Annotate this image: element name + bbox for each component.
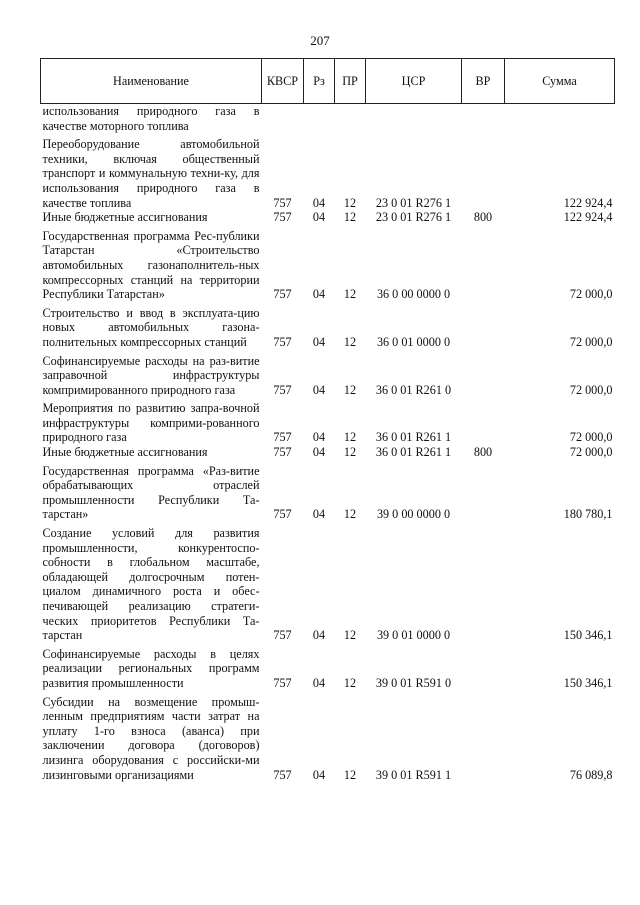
row-name: Государственная программа Рес-публики Татарстан «Строительство автомобильных газонаполнитель-ных компрессорных станций на территории Республики Татарстан» — [42, 228, 260, 302]
row-rz: 04 — [312, 675, 326, 690]
row-name: Софинансируемые расходы на раз-витие заправочной инфраструктуры компримированного природного газа — [42, 353, 260, 397]
row-name: Создание условий для развития промышленности, конкурентоспо-собности в глобальном масштабе, обладающей долгосрочным потен-циалом динамичного роста и обес-печивающей реализацию стратеги-ческих приоритетов Республики Та-тарстан — [42, 526, 260, 643]
row-csr — [366, 104, 462, 134]
row-rz: 04 — [312, 628, 326, 643]
row-kvsr: 757 — [273, 334, 292, 349]
row-csr: 36 0 01 0000 0 — [376, 334, 451, 349]
row-kvsr: 757 — [273, 767, 292, 782]
table-row — [41, 460, 615, 522]
row-rz: 04 — [312, 430, 326, 445]
row-name: Строительство и ввод в эксплуата-цию новых автомобильных газона-полнительных компрессорных станций — [42, 305, 260, 349]
row-vr — [462, 397, 505, 445]
row-csr: 39 0 01 R591 0 — [375, 675, 452, 690]
row-rz: 04 — [312, 445, 326, 460]
row-kvsr: 757 — [273, 507, 292, 522]
row-csr: 39 0 00 0000 0 — [376, 507, 451, 522]
row-pr: 12 — [343, 210, 357, 225]
row-kvsr: 757 — [273, 382, 292, 397]
row-rz — [304, 104, 335, 134]
row-vr: 800 — [473, 210, 493, 225]
header-vr: ВР — [462, 59, 505, 104]
row-vr — [462, 643, 505, 691]
row-sum: 122 924,4 — [563, 210, 613, 225]
header-rz: Рз — [304, 59, 335, 104]
row-rz: 04 — [312, 195, 326, 210]
row-rz: 04 — [312, 287, 326, 302]
row-name: Мероприятия по развитию запра-вочной инфраструктуры комприми-рованного природного газа — [42, 401, 260, 445]
row-vr — [462, 691, 505, 783]
row-csr: 39 0 01 R591 1 — [375, 767, 452, 782]
row-sum — [505, 104, 615, 134]
budget-table — [40, 58, 615, 782]
row-sum: 150 346,1 — [563, 675, 613, 690]
row-rz: 04 — [312, 334, 326, 349]
row-kvsr: 757 — [273, 675, 292, 690]
row-pr — [335, 104, 366, 134]
page-number: 207 — [310, 33, 330, 48]
table-body — [41, 104, 615, 783]
header-sum: Сумма — [505, 59, 615, 104]
row-sum: 150 346,1 — [563, 628, 613, 643]
header-pr: ПР — [335, 59, 366, 104]
table-row — [41, 210, 615, 225]
row-sum: 122 924,4 — [563, 195, 613, 210]
table-row — [41, 133, 615, 210]
table-row — [41, 445, 615, 460]
row-vr — [462, 133, 505, 210]
table-row — [41, 522, 615, 643]
row-name: Субсидии на возмещение промыш-ленным предприятиям части затрат на уплату 1-го взноса (аванса) при заключении договора (договоров) лизинга оборудования с российски-ми лизинговыми организациями — [42, 694, 260, 782]
row-rz: 04 — [312, 382, 326, 397]
row-kvsr: 757 — [273, 430, 292, 445]
row-kvsr — [262, 104, 304, 134]
row-pr: 12 — [343, 430, 357, 445]
row-pr: 12 — [343, 287, 357, 302]
row-rz: 04 — [312, 507, 326, 522]
row-pr: 12 — [343, 445, 357, 460]
row-kvsr: 757 — [273, 210, 292, 225]
header-name: Наименование — [41, 59, 262, 104]
row-csr: 39 0 01 0000 0 — [376, 628, 451, 643]
row-sum: 76 089,8 — [569, 767, 613, 782]
row-pr: 12 — [343, 628, 357, 643]
row-vr — [462, 302, 505, 350]
row-csr: 23 0 01 R276 1 — [375, 195, 452, 210]
row-vr — [462, 225, 505, 302]
row-kvsr: 757 — [273, 195, 292, 210]
row-kvsr: 757 — [273, 445, 292, 460]
row-pr: 12 — [343, 334, 357, 349]
row-pr: 12 — [343, 767, 357, 782]
row-vr — [462, 104, 505, 134]
row-vr — [462, 350, 505, 398]
table-header — [41, 59, 615, 104]
row-sum: 72 000,0 — [569, 287, 613, 302]
row-sum: 72 000,0 — [569, 445, 613, 460]
row-name: Иные бюджетные ассигнования — [42, 445, 208, 460]
row-name: использования природного газа в качестве моторного топлива — [42, 104, 260, 133]
row-sum: 72 000,0 — [569, 334, 613, 349]
row-csr: 36 0 01 R261 1 — [375, 445, 452, 460]
header-kvsr: КВСР — [262, 59, 304, 104]
row-sum: 72 000,0 — [569, 430, 613, 445]
row-csr: 23 0 01 R276 1 — [375, 210, 452, 225]
row-pr: 12 — [343, 507, 357, 522]
row-rz: 04 — [312, 767, 326, 782]
table-row — [41, 691, 615, 783]
row-sum: 180 780,1 — [563, 507, 613, 522]
row-vr — [462, 460, 505, 522]
row-pr: 12 — [343, 675, 357, 690]
row-vr: 800 — [473, 445, 493, 460]
row-name: Иные бюджетные ассигнования — [42, 210, 208, 225]
row-csr: 36 0 01 R261 0 — [375, 382, 452, 397]
row-name: Софинансируемые расходы в целях реализации региональных программ развития промышленности — [42, 646, 260, 690]
row-vr — [462, 522, 505, 643]
row-kvsr: 757 — [273, 628, 292, 643]
row-name: Государственная программа «Раз-витие обрабатывающих отраслей промышленности Республики Та-тарстан» — [42, 463, 260, 522]
table-row — [41, 104, 615, 134]
row-csr: 36 0 01 R261 1 — [375, 430, 452, 445]
table-row — [41, 302, 615, 350]
table-row — [41, 350, 615, 398]
row-pr: 12 — [343, 382, 357, 397]
row-name: Переоборудование автомобильной техники, включая общественный транспорт и коммунальную техни-ку, для использования природного газа в качестве топлива — [42, 137, 260, 210]
table-row — [41, 225, 615, 302]
row-pr: 12 — [343, 195, 357, 210]
row-sum: 72 000,0 — [569, 382, 613, 397]
table-row — [41, 643, 615, 691]
row-csr: 36 0 00 0000 0 — [376, 287, 451, 302]
table-row — [41, 397, 615, 445]
row-rz: 04 — [312, 210, 326, 225]
row-kvsr: 757 — [273, 287, 292, 302]
header-csr: ЦСР — [366, 59, 462, 104]
